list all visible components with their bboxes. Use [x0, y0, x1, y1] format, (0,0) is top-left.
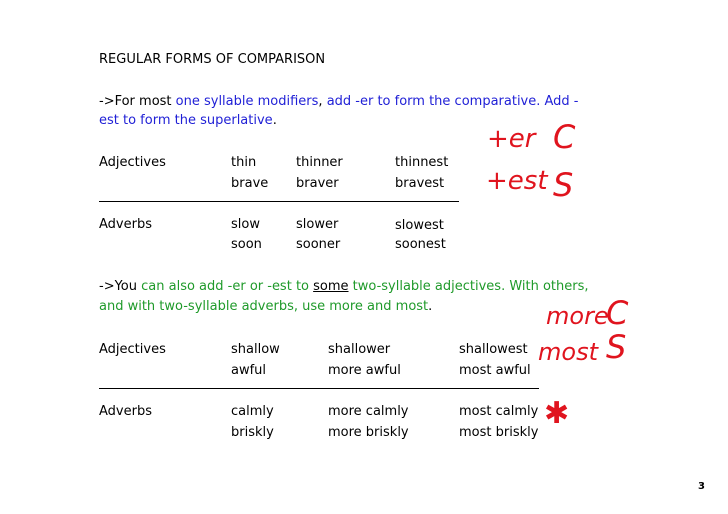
rule2-highlight-1: can also add -er or -est to [141, 279, 314, 294]
table1-cell: thinnest [395, 155, 449, 170]
table2-cell: most awful [459, 363, 531, 378]
page-title: REGULAR FORMS OF COMPARISON [99, 52, 326, 67]
rule1-highlight-2: add -er to form the comparative. Add - [326, 94, 579, 109]
table1-adverbs-label: Adverbs [99, 217, 152, 232]
table2-adverbs-label: Adverbs [99, 404, 152, 419]
annotation-s-most: S [606, 328, 627, 366]
table2-adjectives-label: Adjectives [99, 342, 166, 357]
table1-cell: braver [296, 176, 339, 191]
annotation-plus-est: +est [486, 166, 548, 196]
annotation-c-comparative: C [553, 118, 576, 156]
rule2-line1 [99, 279, 589, 295]
rule1-end: . [272, 113, 277, 128]
rule2-line2 [99, 299, 432, 315]
table2-cell: more awful [328, 363, 401, 378]
rule1-line1 [99, 94, 579, 110]
table1-divider [99, 201, 459, 202]
table1-cell: soonest [395, 237, 446, 252]
annotation-most: most [538, 338, 598, 366]
table1-cell: brave [231, 176, 269, 191]
table1-cell: slow [231, 217, 260, 232]
annotation-star-icon: ✱ [544, 396, 570, 431]
rule2-lead: ->You [99, 279, 142, 294]
table2-cell: shallow [231, 342, 280, 357]
annotation-more: more [546, 302, 609, 330]
table1-cell: soon [231, 237, 262, 252]
table1-cell: bravest [395, 176, 445, 191]
rule1-mid: , [318, 94, 327, 109]
table2-cell: awful [231, 363, 267, 378]
page-number: 3 [698, 481, 705, 492]
table1-cell: slowest [395, 218, 444, 233]
table2-cell: calmly [231, 404, 274, 419]
rule1-highlight-3: est to form the superlative [99, 113, 273, 128]
rule2-highlight-3: and with two-syllable adverbs, use more and most [99, 299, 429, 314]
annotation-s-superlative: S [553, 166, 574, 204]
table2-cell: most calmly [459, 404, 539, 419]
rule2-end: . [428, 299, 433, 314]
annotation-c-more: C [606, 294, 629, 332]
rule2-underlined-some: some [313, 279, 349, 294]
rule1-highlight-1: one syllable modifiers [175, 94, 319, 109]
table1-cell: thin [231, 155, 257, 170]
rule1-lead: ->For most [99, 94, 176, 109]
table2-cell: shallowest [459, 342, 528, 357]
table2-divider [99, 388, 539, 389]
rule1-line2 [99, 113, 277, 129]
table1-cell: sooner [296, 237, 341, 252]
table1-adjectives-label: Adjectives [99, 155, 166, 170]
table2-cell: more briskly [328, 425, 409, 440]
table2-cell: briskly [231, 425, 274, 440]
table1-cell: thinner [296, 155, 343, 170]
annotation-plus-er: +er [487, 124, 536, 154]
table1-cell: slower [296, 217, 339, 232]
table2-cell: more calmly [328, 404, 409, 419]
rule2-highlight-2: two-syllable adjectives. With others, [348, 279, 589, 294]
table2-cell: most briskly [459, 425, 539, 440]
table2-cell: shallower [328, 342, 391, 357]
